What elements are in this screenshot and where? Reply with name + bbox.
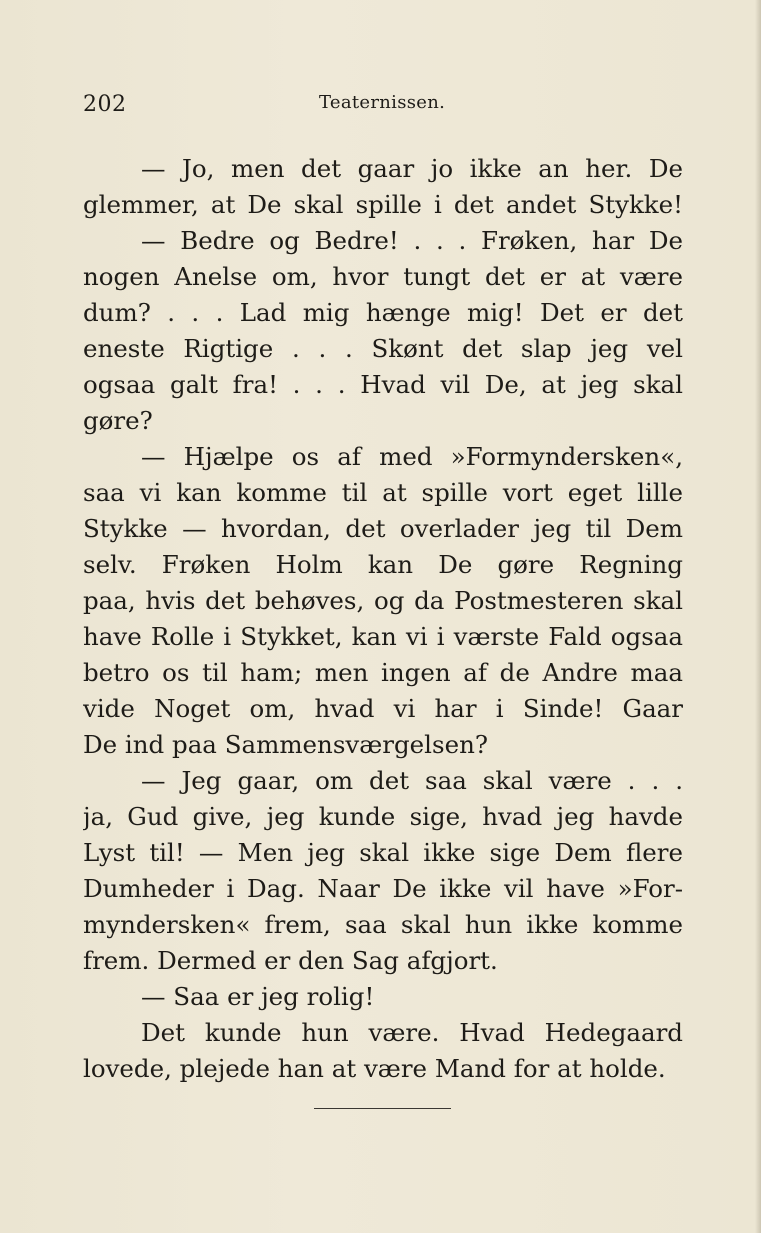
text-line: Dumheder i Dag. Naar De ikke vil have »For- [83, 874, 683, 903]
text-line: vide Noget om, hvad vi har i Sinde! Gaar [83, 694, 683, 723]
text-line: De ind paa Sammensværgelsen? [83, 730, 488, 759]
text-line: Det kunde hun være. Hvad Hedegaard [141, 1018, 683, 1047]
text-line: — Bedre og Bedre! . . . Frøken, har De [141, 226, 683, 255]
page-edge-shadow [755, 0, 761, 1233]
text-line: — Jo, men det gaar jo ikke an her. De [141, 154, 683, 183]
text-line: — Hjælpe os af med »Formyndersken«, [141, 442, 683, 471]
text-line: myndersken« frem, saa skal hun ikke komme [83, 910, 683, 939]
text-line: gøre? [83, 406, 153, 435]
text-line: lovede, plejede han at være Mand for at holde. [83, 1054, 666, 1083]
text-line: Stykke — hvordan, det overlader jeg til Dem [83, 514, 683, 543]
text-line: ogsaa galt fra! . . . Hvad vil De, at jeg skal [83, 370, 683, 399]
text-line: betro os til ham; men ingen af de Andre maa [83, 658, 683, 687]
text-line: dum? . . . Lad mig hænge mig! Det er det [83, 298, 683, 327]
text-line: glemmer, at De skal spille i det andet Stykke! [83, 190, 683, 219]
text-line: Lyst til! — Men jeg skal ikke sige Dem flere [83, 838, 683, 867]
text-line: ja, Gud give, jeg kunde sige, hvad jeg havde [83, 802, 683, 831]
page-header [83, 92, 683, 120]
running-title: Teaternissen. [319, 92, 446, 113]
closing-rule [314, 1108, 451, 1109]
text-line: paa, hvis det behøves, og da Postmesteren skal [83, 586, 683, 615]
text-line: have Rolle i Stykket, kan vi i værste Fald ogsaa [83, 622, 683, 651]
text-line: — Jeg gaar, om det saa skal være . . . [141, 766, 683, 795]
page-number: 202 [83, 92, 127, 117]
body-text [83, 151, 683, 1087]
text-line: saa vi kan komme til at spille vort eget lille [83, 478, 683, 507]
text-line: eneste Rigtige . . . Skønt det slap jeg vel [83, 334, 683, 363]
text-line: — Saa er jeg rolig! [141, 982, 375, 1011]
text-line: nogen Anelse om, hvor tungt det er at være [83, 262, 683, 291]
text-line: frem. Dermed er den Sag afgjort. [83, 946, 498, 975]
text-line: selv. Frøken Holm kan De gøre Regning [83, 550, 683, 579]
